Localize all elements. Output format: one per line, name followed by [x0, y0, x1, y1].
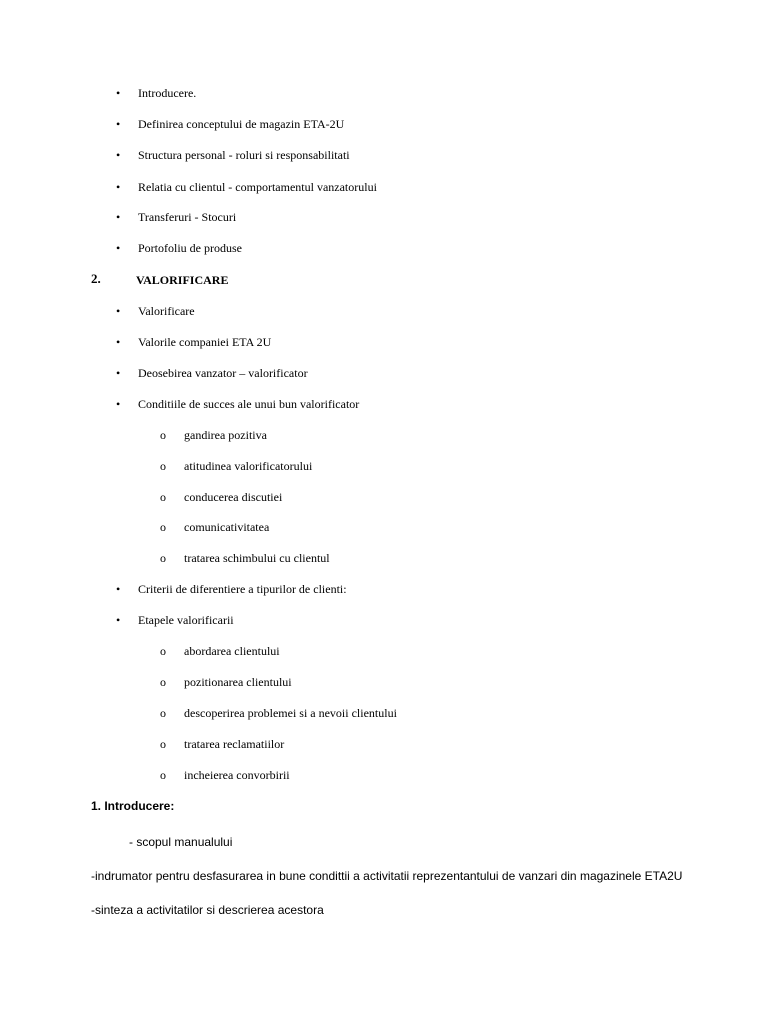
- sub-bullet-icon: o: [160, 737, 166, 751]
- sub-list-item: descoperirea problemei si a nevoii clientului: [184, 706, 397, 720]
- list-item: Criterii de diferentiere a tipurilor de clienti:: [138, 582, 347, 596]
- bullet-icon: •: [116, 210, 121, 224]
- bullet-icon: •: [116, 335, 121, 349]
- sub-list-item: tratarea reclamatiilor: [184, 737, 285, 751]
- sub-list-item: incheierea convorbirii: [184, 768, 290, 782]
- sub-list-item: conducerea discutiei: [184, 490, 283, 504]
- sub-bullet-icon: o: [160, 490, 166, 504]
- section-title: VALORIFICARE: [136, 273, 229, 287]
- bullet-icon: •: [116, 304, 121, 318]
- list-item: Portofoliu de produse: [138, 241, 242, 255]
- list-item: Valorificare: [138, 304, 195, 318]
- sub-bullet-icon: o: [160, 706, 166, 720]
- list-item: Relatia cu clientul - comportamentul vanzatorului: [138, 180, 377, 194]
- bullet-icon: •: [116, 241, 121, 255]
- bullet-icon: •: [116, 366, 121, 380]
- list-item: Structura personal - roluri si responsabilitati: [138, 148, 350, 162]
- list-item: Valorile companiei ETA 2U: [138, 335, 272, 349]
- bullet-icon: •: [116, 613, 121, 627]
- sub-bullet-icon: o: [160, 428, 166, 442]
- list-item: Deosebirea vanzator – valorificator: [138, 366, 308, 380]
- list-item: Conditiile de succes ale unui bun valorificator: [138, 397, 360, 411]
- sub-bullet-icon: o: [160, 675, 166, 689]
- list-item: Transferuri - Stocuri: [138, 210, 237, 224]
- bullet-icon: •: [116, 86, 121, 100]
- sub-list-item: tratarea schimbului cu clientul: [184, 551, 330, 565]
- sub-bullet-icon: o: [160, 768, 166, 782]
- paragraph: -indrumator pentru desfasurarea in bune condittii a activitatii reprezentantului de vanzari din magazinele ETA2U: [91, 869, 683, 883]
- bullet-icon: •: [116, 582, 121, 596]
- paragraph: -sinteza a activitatilor si descrierea acestora: [91, 903, 324, 917]
- list-item: Definirea conceptului de magazin ETA-2U: [138, 117, 345, 131]
- sub-bullet-icon: o: [160, 520, 166, 534]
- sub-list-item: gandirea pozitiva: [184, 428, 267, 442]
- sub-list-item: atitudinea valorificatorului: [184, 459, 313, 473]
- paragraph: - scopul manualului: [129, 835, 233, 849]
- section-heading: 1. Introducere:: [91, 799, 175, 813]
- bullet-icon: •: [116, 180, 121, 194]
- sub-list-item: abordarea clientului: [184, 644, 280, 658]
- list-item: Introducere.: [138, 86, 197, 100]
- sub-list-item: comunicativitatea: [184, 520, 270, 534]
- bullet-icon: •: [116, 397, 121, 411]
- bullet-icon: •: [116, 117, 121, 131]
- sub-bullet-icon: o: [160, 551, 166, 565]
- list-item: Etapele valorificarii: [138, 613, 234, 627]
- bullet-icon: •: [116, 148, 121, 162]
- sub-bullet-icon: o: [160, 644, 166, 658]
- sub-bullet-icon: o: [160, 459, 166, 473]
- sub-list-item: pozitionarea clientului: [184, 675, 292, 689]
- section-number: 2.: [91, 271, 101, 286]
